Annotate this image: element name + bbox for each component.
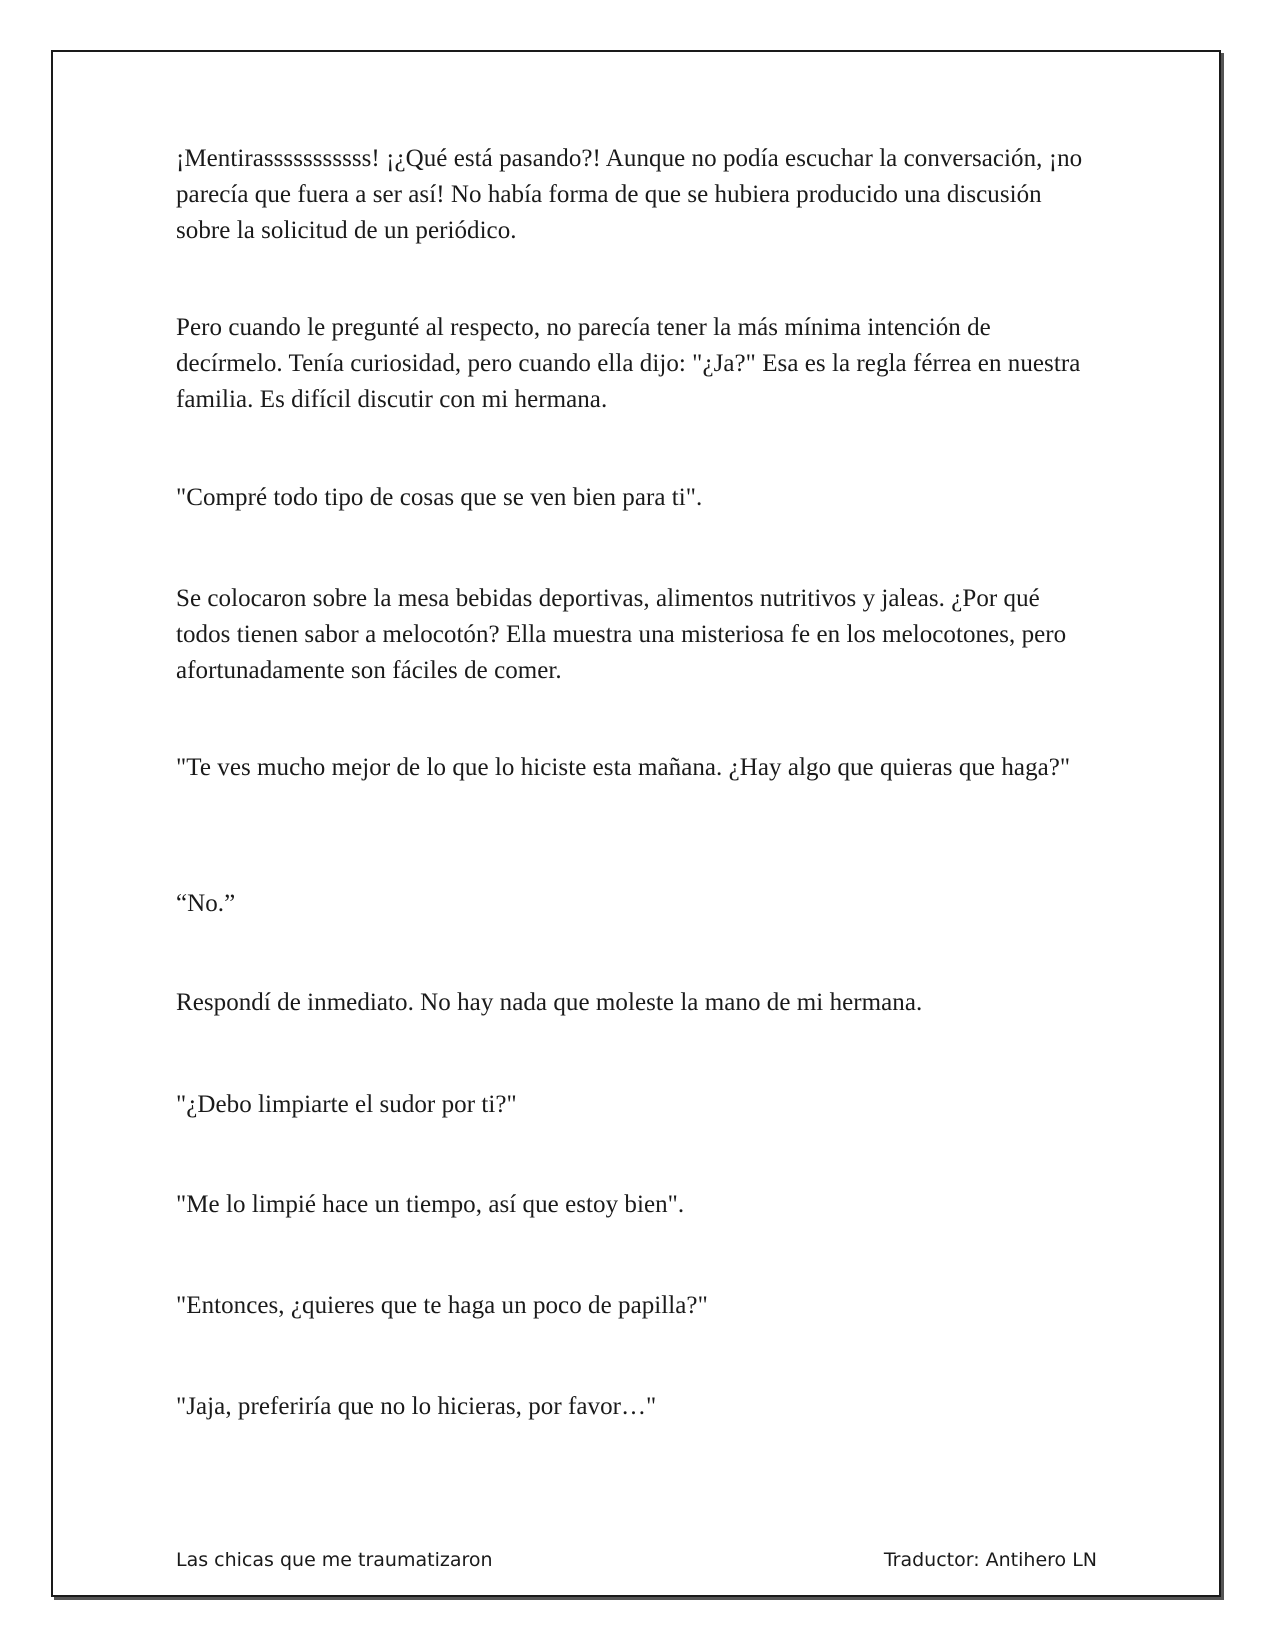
paragraph-7: Respondí de inmediato. No hay nada que moleste la mano de mi hermana. [176,989,923,1016]
paragraph-11: "Jaja, preferiría que no lo hicieras, por favor…" [176,1393,657,1420]
footer-book-title: Las chicas que me traumatizaron [176,1549,493,1571]
paragraph-4: Se colocaron sobre la mesa bebidas deportivas, alimentos nutritivos y jaleas. ¿Por qué todos tienen sabor a melocotón? Ella muestra una misteriosa fe en los melocotones, pero afortunadamente son fáciles de comer. [176,585,1067,684]
paragraph-6: “No.” [176,890,236,917]
paragraph-10: "Entonces, ¿quieres que te haga un poco de papilla?" [176,1292,708,1319]
paragraph-5: "Te ves mucho mejor de lo que lo hiciste esta mañana. ¿Hay algo que quieras que haga?" [176,754,1071,781]
paragraph-1: ¡Mentirasssssssssss! ¡¿Qué está pasando?! Aunque no podía escuchar la conversación, ¡no parecía que fuera a ser así! No había forma de que se hubiera producido una discusión sobre la solicitud de un periódico. [176,145,1083,244]
paragraph-9: "Me lo limpié hace un tiempo, así que estoy bien". [176,1191,685,1218]
paragraph-2: Pero cuando le pregunté al respecto, no parecía tener la más mínima intención de decírmelo. Tenía curiosidad, pero cuando ella dijo: "¿Ja?" Esa es la regla férrea en nuestra familia. Es difícil discutir con mi hermana. [176,314,1081,413]
paragraph-3: "Compré todo tipo de cosas que se ven bien para ti". [176,484,703,511]
page-frame [51,50,1221,1597]
paragraph-8: "¿Debo limpiarte el sudor por ti?" [176,1091,517,1118]
footer-translator: Traductor: Antihero LN [883,1549,1097,1571]
